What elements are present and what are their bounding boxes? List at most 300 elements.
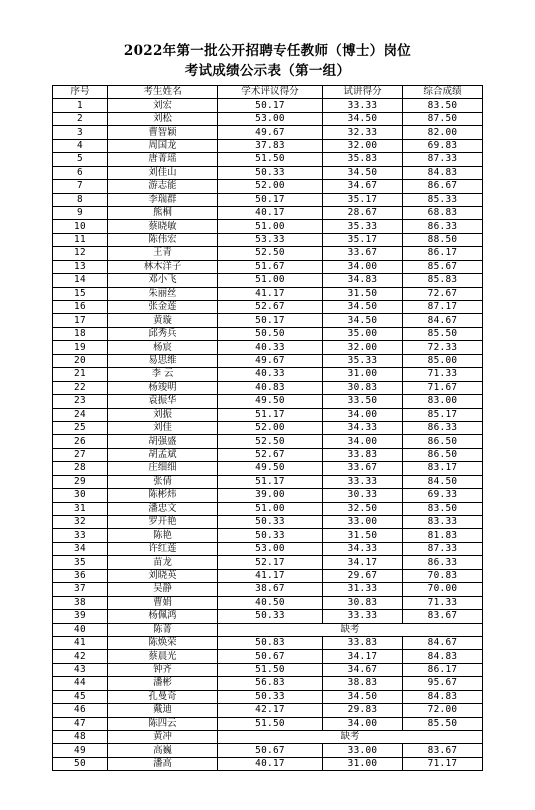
table-row [53,556,483,569]
academic-score: 49.50 [218,462,323,475]
total-score: 83.17 [403,462,483,475]
academic-score: 39.00 [218,489,323,502]
total-score: 84.67 [403,636,483,649]
candidate-name: 刘佳 [108,421,218,434]
academic-score: 51.00 [218,502,323,515]
table-row [53,368,483,381]
header-name: 考生姓名 [108,86,218,99]
row-index: 4 [53,139,108,152]
academic-score: 40.83 [218,381,323,394]
lecture-score: 34.83 [323,274,403,287]
row-index: 39 [53,610,108,623]
academic-score: 51.50 [218,663,323,676]
academic-score: 51.00 [218,220,323,233]
total-score: 95.67 [403,677,483,690]
row-index: 10 [53,220,108,233]
candidate-name: 胡孟斌 [108,448,218,461]
academic-score: 50.33 [218,690,323,703]
total-score: 84.83 [403,650,483,663]
academic-score: 37.83 [218,139,323,152]
header-total-score: 综合成绩 [403,86,483,99]
total-score: 87.17 [403,301,483,314]
total-score: 85.00 [403,354,483,367]
table-row [53,448,483,461]
academic-score: 52.67 [218,448,323,461]
table-row [53,327,483,340]
academic-score: 52.50 [218,435,323,448]
lecture-score: 33.67 [323,247,403,260]
lecture-score: 31.50 [323,529,403,542]
candidate-name: 钟齐 [108,663,218,676]
lecture-score: 29.83 [323,704,403,717]
lecture-score: 33.83 [323,448,403,461]
total-score: 81.83 [403,529,483,542]
table-row [53,99,483,112]
row-index: 36 [53,569,108,582]
lecture-score: 32.50 [323,502,403,515]
candidate-name: 刘振 [108,408,218,421]
table-row [53,381,483,394]
row-index: 29 [53,475,108,488]
table-row [53,354,483,367]
document-title: 2022年第一批公开招聘专任教师（博士）岗位 [123,43,412,59]
row-index: 23 [53,395,108,408]
academic-score: 52.00 [218,421,323,434]
row-index: 28 [53,462,108,475]
academic-score: 51.17 [218,475,323,488]
score-table [52,85,483,771]
academic-score: 49.67 [218,126,323,139]
row-index: 14 [53,274,108,287]
candidate-name: 熊桐 [108,206,218,219]
row-index: 16 [53,301,108,314]
candidate-name: 高巍 [108,744,218,757]
academic-score: 40.33 [218,341,323,354]
row-index: 13 [53,260,108,273]
candidate-name: 陈焕荣 [108,636,218,649]
candidate-name: 罗开艳 [108,516,218,529]
table-body [53,99,483,771]
lecture-score: 32.33 [323,126,403,139]
table-row [53,139,483,152]
row-index: 12 [53,247,108,260]
lecture-score: 31.00 [323,368,403,381]
table-row [53,636,483,649]
total-score: 88.50 [403,233,483,246]
row-index: 48 [53,731,108,744]
table-row [53,569,483,582]
total-score: 85.67 [403,260,483,273]
row-index: 38 [53,596,108,609]
row-index: 33 [53,529,108,542]
total-score: 86.33 [403,421,483,434]
lecture-score: 31.50 [323,287,403,300]
table-row [53,166,483,179]
lecture-score: 34.33 [323,421,403,434]
academic-score: 50.33 [218,516,323,529]
academic-score: 52.50 [218,247,323,260]
lecture-score: 30.83 [323,596,403,609]
academic-score: 42.17 [218,704,323,717]
row-index: 8 [53,193,108,206]
lecture-score: 35.33 [323,220,403,233]
document-subtitle: 考试成绩公示表（第一组） [184,63,351,79]
table-row [53,704,483,717]
row-index: 9 [53,206,108,219]
candidate-name: 庄细细 [108,462,218,475]
row-index: 35 [53,556,108,569]
candidate-name: 游志能 [108,180,218,193]
row-index: 7 [53,180,108,193]
candidate-name: 邱秀兵 [108,327,218,340]
lecture-score: 35.17 [323,193,403,206]
academic-score: 50.67 [218,650,323,663]
table-row [53,287,483,300]
total-score: 71.33 [403,596,483,609]
total-score: 82.00 [403,126,483,139]
total-score: 84.83 [403,166,483,179]
lecture-score: 34.50 [323,301,403,314]
total-score: 83.67 [403,744,483,757]
absent-status: 缺考 [218,623,483,636]
lecture-score: 28.67 [323,206,403,219]
table-row [53,274,483,287]
academic-score: 41.17 [218,569,323,582]
total-score: 85.50 [403,717,483,730]
total-score: 87.33 [403,153,483,166]
lecture-score: 34.17 [323,650,403,663]
total-score: 84.67 [403,314,483,327]
lecture-score: 33.33 [323,475,403,488]
candidate-name: 李 云 [108,368,218,381]
lecture-score: 38.83 [323,677,403,690]
table-row [53,663,483,676]
row-index: 21 [53,368,108,381]
total-score: 87.50 [403,112,483,125]
candidate-name: 刘宏 [108,99,218,112]
lecture-score: 34.50 [323,166,403,179]
table-row [53,314,483,327]
row-index: 32 [53,516,108,529]
row-index: 47 [53,717,108,730]
candidate-name: 苗龙 [108,556,218,569]
lecture-score: 33.50 [323,395,403,408]
candidate-name: 黄冲 [108,731,218,744]
academic-score: 40.33 [218,368,323,381]
academic-score: 40.50 [218,596,323,609]
table-row [53,502,483,515]
total-score: 83.67 [403,610,483,623]
table-header-row [53,86,483,99]
header-lecture-score: 试讲得分 [323,86,403,99]
candidate-name: 孔曼奇 [108,690,218,703]
table-row [53,596,483,609]
lecture-score: 34.00 [323,435,403,448]
row-index: 42 [53,650,108,663]
table-row [53,395,483,408]
row-index: 43 [53,663,108,676]
academic-score: 53.00 [218,112,323,125]
candidate-name: 刘佳山 [108,166,218,179]
total-score: 69.33 [403,489,483,502]
academic-score: 40.17 [218,206,323,219]
total-score: 87.33 [403,542,483,555]
candidate-name: 陈四云 [108,717,218,730]
total-score: 86.33 [403,556,483,569]
candidate-name: 刘松 [108,112,218,125]
lecture-score: 33.67 [323,462,403,475]
total-score: 85.33 [403,193,483,206]
total-score: 72.67 [403,287,483,300]
lecture-score: 32.00 [323,139,403,152]
absent-status: 缺考 [218,731,483,744]
lecture-score: 32.00 [323,341,403,354]
candidate-name: 潘彬 [108,677,218,690]
lecture-score: 31.33 [323,583,403,596]
total-score: 70.83 [403,569,483,582]
table-row [53,677,483,690]
lecture-score: 29.67 [323,569,403,582]
table-row [53,341,483,354]
row-index: 49 [53,744,108,757]
lecture-score: 31.00 [323,757,403,770]
row-index: 50 [53,757,108,770]
academic-score: 50.17 [218,193,323,206]
total-score: 72.00 [403,704,483,717]
row-index: 34 [53,542,108,555]
candidate-name: 唐菁瑶 [108,153,218,166]
academic-score: 52.17 [218,556,323,569]
candidate-name: 陈彬炜 [108,489,218,502]
academic-score: 49.67 [218,354,323,367]
academic-score: 51.67 [218,260,323,273]
row-index: 44 [53,677,108,690]
candidate-name: 朱丽丝 [108,287,218,300]
academic-score: 41.17 [218,287,323,300]
table-row [53,233,483,246]
academic-score: 40.17 [218,757,323,770]
lecture-score: 34.17 [323,556,403,569]
academic-score: 50.33 [218,529,323,542]
academic-score: 50.50 [218,327,323,340]
lecture-score: 33.83 [323,636,403,649]
row-index: 41 [53,636,108,649]
candidate-name: 曹娟 [108,596,218,609]
total-score: 70.00 [403,583,483,596]
academic-score: 52.67 [218,301,323,314]
lecture-score: 34.67 [323,180,403,193]
row-index: 24 [53,408,108,421]
table-row [53,220,483,233]
total-score: 86.67 [403,180,483,193]
table-row [53,435,483,448]
academic-score: 51.50 [218,153,323,166]
table-row [53,153,483,166]
lecture-score: 33.33 [323,99,403,112]
candidate-name: 杨竣明 [108,381,218,394]
lecture-score: 35.00 [323,327,403,340]
row-index: 31 [53,502,108,515]
row-index: 17 [53,314,108,327]
table-row [53,731,483,744]
candidate-name: 张倩 [108,475,218,488]
table-row [53,583,483,596]
table-row [53,126,483,139]
lecture-score: 34.00 [323,717,403,730]
row-index: 15 [53,287,108,300]
lecture-score: 34.50 [323,112,403,125]
total-score: 86.33 [403,220,483,233]
total-score: 85.83 [403,274,483,287]
table-row [53,421,483,434]
table-row [53,516,483,529]
lecture-score: 33.00 [323,744,403,757]
table-row [53,650,483,663]
candidate-name: 蔡晨光 [108,650,218,663]
candidate-name: 周国龙 [108,139,218,152]
row-index: 25 [53,421,108,434]
candidate-name: 袁振华 [108,395,218,408]
lecture-score: 35.17 [323,233,403,246]
table-row [53,301,483,314]
academic-score: 50.17 [218,314,323,327]
row-index: 20 [53,354,108,367]
lecture-score: 34.50 [323,690,403,703]
academic-score: 50.67 [218,744,323,757]
total-score: 71.33 [403,368,483,381]
academic-score: 51.00 [218,274,323,287]
table-row [53,690,483,703]
academic-score: 50.83 [218,636,323,649]
table-row [53,529,483,542]
row-index: 18 [53,327,108,340]
candidate-name: 吴静 [108,583,218,596]
total-score: 83.50 [403,99,483,112]
lecture-score: 34.67 [323,663,403,676]
candidate-name: 陈菁 [108,623,218,636]
row-index: 40 [53,623,108,636]
lecture-score: 33.33 [323,610,403,623]
lecture-score: 33.00 [323,516,403,529]
lecture-score: 35.83 [323,153,403,166]
table-row [53,744,483,757]
row-index: 5 [53,153,108,166]
candidate-name: 王青 [108,247,218,260]
row-index: 1 [53,99,108,112]
candidate-name: 刘晓英 [108,569,218,582]
academic-score: 51.50 [218,717,323,730]
table-row [53,206,483,219]
candidate-name: 潘高 [108,757,218,770]
academic-score: 50.17 [218,99,323,112]
academic-score: 50.33 [218,166,323,179]
total-score: 86.50 [403,448,483,461]
table-row [53,475,483,488]
candidate-name: 邓小飞 [108,274,218,287]
row-index: 27 [53,448,108,461]
table-row [53,260,483,273]
table-row [53,610,483,623]
candidate-name: 陈伟宏 [108,233,218,246]
header-academic-score: 学术评议得分 [218,86,323,99]
table-row [53,623,483,636]
row-index: 3 [53,126,108,139]
total-score: 86.17 [403,663,483,676]
lecture-score: 30.83 [323,381,403,394]
candidate-name: 黄璇 [108,314,218,327]
total-score: 83.50 [403,502,483,515]
candidate-name: 戴迪 [108,704,218,717]
candidate-name: 杨宸 [108,341,218,354]
candidate-name: 蔡晓敏 [108,220,218,233]
candidate-name: 张金莲 [108,301,218,314]
total-score: 85.17 [403,408,483,421]
total-score: 68.83 [403,206,483,219]
table-row [53,112,483,125]
candidate-name: 李瑞群 [108,193,218,206]
table-row [53,180,483,193]
total-score: 84.50 [403,475,483,488]
row-index: 46 [53,704,108,717]
table-row [53,193,483,206]
candidate-name: 曹智颖 [108,126,218,139]
total-score: 85.50 [403,327,483,340]
lecture-score: 34.00 [323,260,403,273]
table-row [53,408,483,421]
total-score: 69.83 [403,139,483,152]
total-score: 71.67 [403,381,483,394]
row-index: 11 [53,233,108,246]
table-row [53,717,483,730]
total-score: 71.17 [403,757,483,770]
academic-score: 49.50 [218,395,323,408]
candidate-name: 陈艳 [108,529,218,542]
academic-score: 53.33 [218,233,323,246]
total-score: 83.33 [403,516,483,529]
table-row [53,757,483,770]
candidate-name: 胡强盛 [108,435,218,448]
row-index: 2 [53,112,108,125]
table-row [53,462,483,475]
row-index: 22 [53,381,108,394]
header-index: 序号 [53,86,108,99]
lecture-score: 34.33 [323,542,403,555]
candidate-name: 潘忠文 [108,502,218,515]
lecture-score: 35.33 [323,354,403,367]
row-index: 19 [53,341,108,354]
table-row [53,542,483,555]
total-score: 86.17 [403,247,483,260]
total-score: 72.33 [403,341,483,354]
lecture-score: 34.00 [323,408,403,421]
lecture-score: 30.33 [323,489,403,502]
academic-score: 38.67 [218,583,323,596]
total-score: 86.50 [403,435,483,448]
row-index: 6 [53,166,108,179]
academic-score: 52.00 [218,180,323,193]
table-row [53,247,483,260]
row-index: 45 [53,690,108,703]
lecture-score: 34.50 [323,314,403,327]
row-index: 30 [53,489,108,502]
row-index: 26 [53,435,108,448]
row-index: 37 [53,583,108,596]
candidate-name: 易思维 [108,354,218,367]
academic-score: 53.00 [218,542,323,555]
candidate-name: 林木洋子 [108,260,218,273]
academic-score: 50.33 [218,610,323,623]
candidate-name: 许红莲 [108,542,218,555]
